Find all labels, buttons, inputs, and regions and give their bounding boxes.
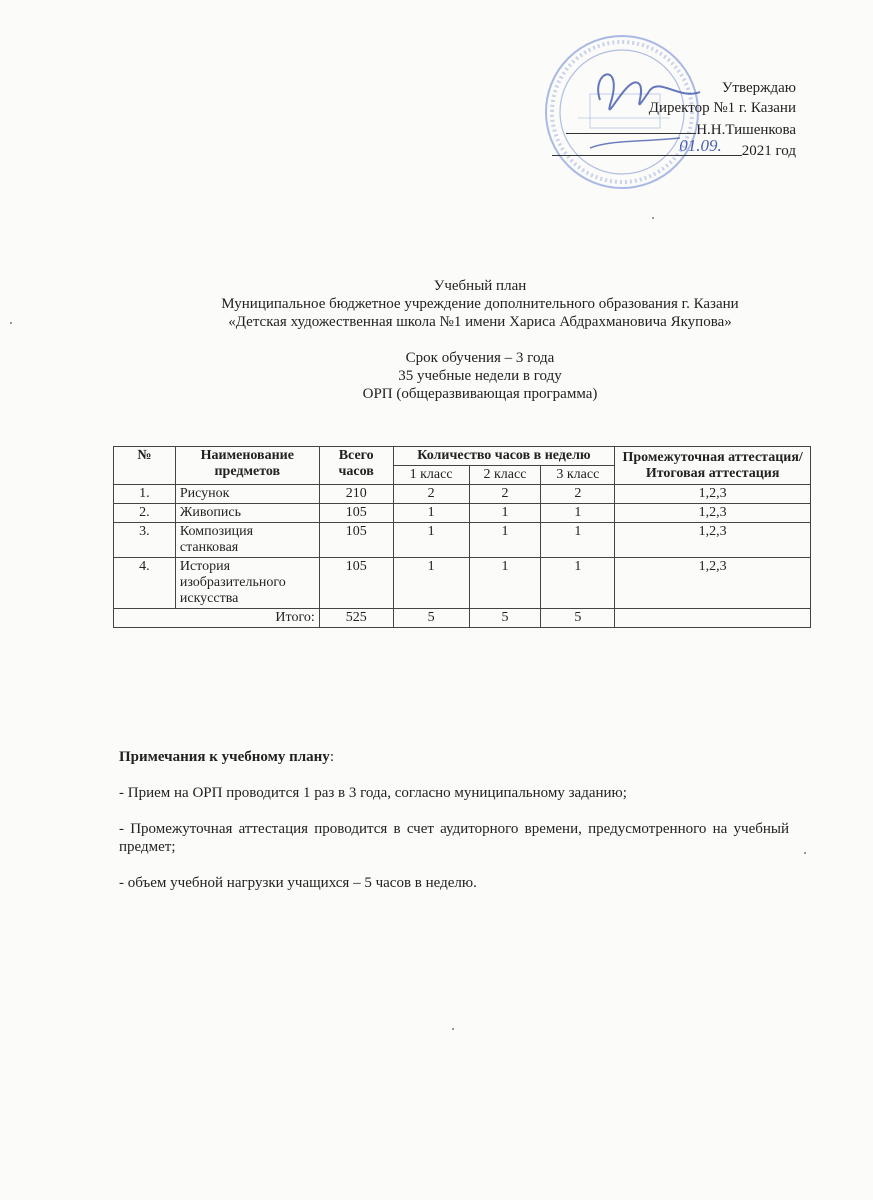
notes-section — [119, 748, 789, 910]
header-class-2: 2 класс — [469, 466, 541, 485]
scan-speck — [652, 217, 654, 219]
header-subject: Наименование предметов — [175, 447, 319, 485]
row-num: 3. — [114, 523, 176, 558]
title-line-6: ОРП (общеразвивающая программа) — [362, 386, 598, 402]
title-line-3: «Детская художественная школа №1 имени Хариса Абдрахмановича Якупова» — [228, 314, 732, 330]
date-line — [552, 136, 742, 156]
document-title — [80, 277, 873, 403]
row-subject: Рисунок — [175, 485, 319, 504]
row-class-1: 1 — [393, 504, 469, 523]
note-item: - Промежуточная аттестация проводится в счет аудиторного времени, предусмотренного на учебный предмет; — [119, 821, 789, 855]
approval-line-4: 2021 год — [741, 143, 796, 159]
row-subject: Композиция станковая — [175, 523, 319, 558]
title-line-5: 35 учебные недели в году — [398, 368, 562, 384]
totals-class-3: 5 — [541, 609, 615, 628]
header-class-1: 1 класс — [393, 466, 469, 485]
row-attestation: 1,2,3 — [615, 485, 811, 504]
header-hours-per-week: Количество часов в неделю — [393, 447, 615, 466]
row-total: 210 — [319, 485, 393, 504]
notes-heading-suffix: : — [329, 749, 334, 765]
note-item: - Прием на ОРП проводится 1 раз в 3 года, согласно муниципальному заданию; — [119, 785, 627, 801]
totals-class-1: 5 — [393, 609, 469, 628]
totals-attestation — [615, 609, 811, 628]
row-class-2: 2 — [469, 485, 541, 504]
row-subject: Живопись — [175, 504, 319, 523]
row-class-2: 1 — [469, 558, 541, 609]
row-class-3: 1 — [541, 558, 615, 609]
header-class-3: 3 класс — [541, 466, 615, 485]
signature-line — [566, 118, 696, 134]
row-total: 105 — [319, 504, 393, 523]
approval-block — [520, 78, 796, 161]
row-num: 1. — [114, 485, 176, 504]
row-class-2: 1 — [469, 504, 541, 523]
table-row — [114, 523, 811, 558]
signature-date: 01.09. — [679, 136, 722, 155]
table-totals-row — [114, 609, 811, 628]
curriculum-table — [113, 446, 811, 628]
row-num: 2. — [114, 504, 176, 523]
title-line-2: Муниципальное бюджетное учреждение дополнительного образования г. Казани — [221, 296, 739, 312]
title-line-1: Учебный план — [433, 278, 527, 294]
row-class-3: 1 — [541, 523, 615, 558]
row-attestation: 1,2,3 — [615, 558, 811, 609]
header-total: Всего часов — [319, 447, 393, 485]
row-attestation: 1,2,3 — [615, 523, 811, 558]
row-class-3: 2 — [541, 485, 615, 504]
totals-class-2: 5 — [469, 609, 541, 628]
approval-line-2: Директор №1 г. Казани — [648, 100, 796, 116]
row-subject: История изобразительного искусства — [175, 558, 319, 609]
table-row — [114, 485, 811, 504]
row-attestation: 1,2,3 — [615, 504, 811, 523]
row-class-3: 1 — [541, 504, 615, 523]
table-row — [114, 504, 811, 523]
note-item: - объем учебной нагрузки учащихся – 5 часов в неделю. — [119, 875, 477, 891]
row-num: 4. — [114, 558, 176, 609]
row-class-1: 2 — [393, 485, 469, 504]
row-class-2: 1 — [469, 523, 541, 558]
approval-line-1: Утверждаю — [721, 80, 796, 96]
row-class-1: 1 — [393, 523, 469, 558]
totals-total: 525 — [319, 609, 393, 628]
row-total: 105 — [319, 558, 393, 609]
table-header-row — [114, 447, 811, 466]
title-line-4: Срок обучения – 3 года — [405, 350, 555, 366]
scan-speck — [10, 322, 12, 324]
row-total: 105 — [319, 523, 393, 558]
totals-label: Итого: — [114, 609, 320, 628]
table-row — [114, 558, 811, 609]
header-attestation: Промежуточная аттестация/Итоговая аттестация — [615, 447, 811, 485]
scan-speck — [452, 1028, 454, 1030]
header-num: № — [114, 447, 176, 485]
scan-speck — [804, 852, 806, 854]
row-class-1: 1 — [393, 558, 469, 609]
notes-heading: Примечания к учебному плану — [119, 749, 330, 765]
approval-line-3: Н.Н.Тишенкова — [696, 122, 796, 138]
